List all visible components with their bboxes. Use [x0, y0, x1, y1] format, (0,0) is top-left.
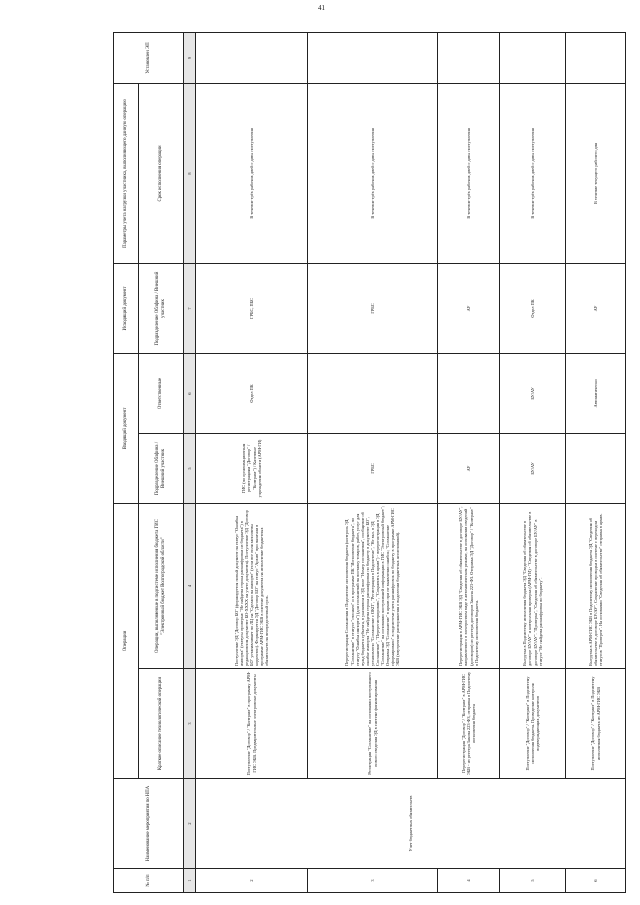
- row-subdivision: ГРБС: [308, 433, 438, 503]
- row-ep: [196, 32, 308, 83]
- row-term: В течение трёх рабочих дней с даты поступления: [438, 83, 500, 263]
- col-number: 6: [184, 353, 196, 433]
- table-row: [500, 32, 566, 892]
- row-out-subdivision: ГРБС, ПБС: [196, 263, 308, 353]
- row-num: 5: [500, 869, 566, 893]
- row-ep: [438, 32, 500, 83]
- row-responsible: Автоматически: [566, 353, 626, 433]
- col-number: 8: [184, 83, 196, 263]
- header-input-doc: Входящий документ: [114, 353, 139, 503]
- row-term: В течение трёх рабочих дней с даты поступления: [500, 83, 566, 263]
- row-responsible: Отдел ПК: [196, 353, 308, 433]
- row-subdivision: [566, 433, 626, 503]
- row-out-subdivision: ГРБС: [308, 263, 438, 353]
- row-ep: [500, 32, 566, 83]
- row-ops: Перерегистрация в АРМ-ГИС ЭБВ ЭД "Сведения об обязательстве в договоре БУ/АУ", направленного в электронном виде в автоматическом режиме, на основании сведений (договоров) из реестра договоров Закона 223-ФЗ. Отправка ЭД "Договор" / "Контракт" в Подсистему исполнения бюджета.: [438, 503, 500, 668]
- header-num: № п/п: [114, 869, 184, 893]
- page-number: 41: [318, 4, 325, 12]
- row-num: 2: [196, 869, 308, 893]
- row-desc: Поступление "Договор" / "Контракт" в программу АРМ-ГИС ЭБВ. Предварительные электронные документы: [196, 669, 308, 779]
- row-subdivision: ГИС (по организационным регистрациям "Договор" / "Контракт") / Казенные учреждения области (АРМ-ГИ): [196, 433, 308, 503]
- header-params: Параметры учета нагрузки участника, выполняющего данную операцию: [114, 83, 139, 263]
- row-term: В течение трёх рабочих дней с даты поступления: [308, 83, 438, 263]
- table-row: [438, 32, 500, 892]
- col-number: 9: [184, 32, 196, 83]
- col-number: 3: [184, 669, 196, 779]
- row-desc: Поступление "Договор" / "Контракт" в Подсистему исполнения бюджета из АРМ-ГИС ЭБВ: [566, 669, 626, 779]
- row-subdivision: АУ: [438, 433, 500, 503]
- header-op-subsystem: Операции, выполняемые в подсистеме исполнения бюджета ГИС "Электронный бюджет Волгоградской области": [139, 503, 184, 668]
- row-out-subdivision: АУ: [566, 263, 626, 353]
- row-term: В течение текущего рабочего дня: [566, 83, 626, 263]
- col-number: 5: [184, 433, 196, 503]
- row-term: В течение трёх рабочих дней с даты поступления: [196, 83, 308, 263]
- header-responsible: Ответственные: [139, 353, 184, 433]
- row-ops: Выгрузка в АРМ-ГИС ЭБВ в Подсистему исполнения бюджета ЭД "Сведения об обязательстве в договоре БУ/АУ". Сохранение проводки в системе с переходом статусов "Проверен". На основании "Сведения об обязательстве" отправка в архив.: [566, 503, 626, 668]
- header-row-1: [114, 32, 139, 892]
- col-number: 2: [184, 779, 196, 869]
- row-responsible: [438, 353, 500, 433]
- header-output-doc: Исходящий документ: [114, 263, 139, 353]
- col-number: 1: [184, 869, 196, 893]
- row-num: 3: [308, 869, 438, 893]
- row-ops: Перерегистрация Соглашения в Подсистеме исполнения бюджета (контроль ЭД "Соглашение" в статусе "отложен" и в программе ПК "Исполнение бюджета", по статусу "Ошибка импорта") (для соглашений на поставку товаров, работ, услуг для нужд бюджета субъекта, в указанном в ЭД поле "Номер соглашения", сообщение об ошибке импорта "Не найдена строка расшифровки по бюджету в документе БО", установлено "Соглашение с ОКП", "Регистрации в Подсистеме", "Не вкл. в ЭД Соглашение", "Перерегистрировать", "Сохранить в архив") - перерегистрация в ЭД "Соглашение" на основании поступившей информации в ГИС "Электронный бюджет"; Отправка ЭД "Соглашение" в архив при не выявлении ошибок; "Соглашение сформировано" в подсистеме учета расшифровок по бюджету в программе АРМ-ГИС ЭБВ (внутренние распоряжения о выделении бюджетных ассигнований).: [308, 503, 438, 668]
- col-number: 7: [184, 263, 196, 353]
- row-desc: Регистрация "Соглашение" на основании поступившего нового сведения ЭД в системе финансирования: [308, 669, 438, 779]
- rotated-table-container: [113, 33, 626, 893]
- header-subdivision: Подразделение Облфина / Внешний участник: [139, 433, 184, 503]
- table-row: [566, 32, 626, 892]
- header-installed: Установлен ЭП: [114, 32, 184, 83]
- row-ops: Поступление ЭД "Договор БО" (формируется новый документ на статус "Ошибка импорта" (статусы проверки: "Не найдена строка расшифровки из бюджета") в редакционном документе БО-ХХХХ на учете документа). Поступление ЭД "Договор БО" устанавливает по ЛЦ на "Сделано на импортe" (если все поля заполнены корректно). Формируется ЭД "Договор БО" на статус "Архив" при наличии в программе АРМ-ГИС ЭБВ в системе документа на исполнение бюджетных обязательств на неопределенный срок.: [196, 503, 308, 668]
- row-out-subdivision: Отдел ПК: [500, 263, 566, 353]
- header-npa: Наименование мероприятия по НПА: [114, 779, 184, 869]
- row-subdivision: БУ/АУ: [500, 433, 566, 503]
- row-ep: [308, 32, 438, 83]
- row-responsible: [308, 353, 438, 433]
- column-number-row: [184, 32, 196, 892]
- operations-table: [113, 32, 626, 893]
- header-out-subdivision: Подразделение Облфина / Внешний участник: [139, 263, 184, 353]
- table-row: [196, 32, 308, 892]
- header-operations: Операции: [114, 503, 139, 778]
- header-term: Срок исполнения операции: [139, 83, 184, 263]
- col-number: 4: [184, 503, 196, 668]
- header-short-desc: Краткое описание технологической операции: [139, 669, 184, 779]
- row-num: 4: [438, 869, 500, 893]
- row-ep: [566, 32, 626, 83]
- row-ops: Выгрузка в Подсистему исполнения бюджета ЭД "Сведения об обязательстве в договоре БУ/АУ" и контрольная проверка (АРМ-ГИ) - "Сведения об обязательстве в договоре БУ/АУ". "Проверка", "Сведения об обязательстве в договоре БУ/АУ" в статусе "Не найдена расшифровка по бюджету".: [500, 503, 566, 668]
- table-row: [308, 32, 438, 892]
- group-label: Учет бюджетных обязательств: [196, 779, 626, 869]
- row-responsible: БУ/АУ: [500, 353, 566, 433]
- row-desc: Перерегистрация "Договор" / "Контракт" в АРМ-ГИС ЭБВ - из реестра Закона 223-ФЗ, отправка в Подсистему исполнения бюджета: [438, 669, 500, 779]
- row-num: 6: [566, 869, 626, 893]
- row-desc: Поступление "Договор" / "Контракт" в Подсистему исполнения бюджета. Проведение контроля подтверждающих документов: [500, 669, 566, 779]
- row-out-subdivision: АУ: [438, 263, 500, 353]
